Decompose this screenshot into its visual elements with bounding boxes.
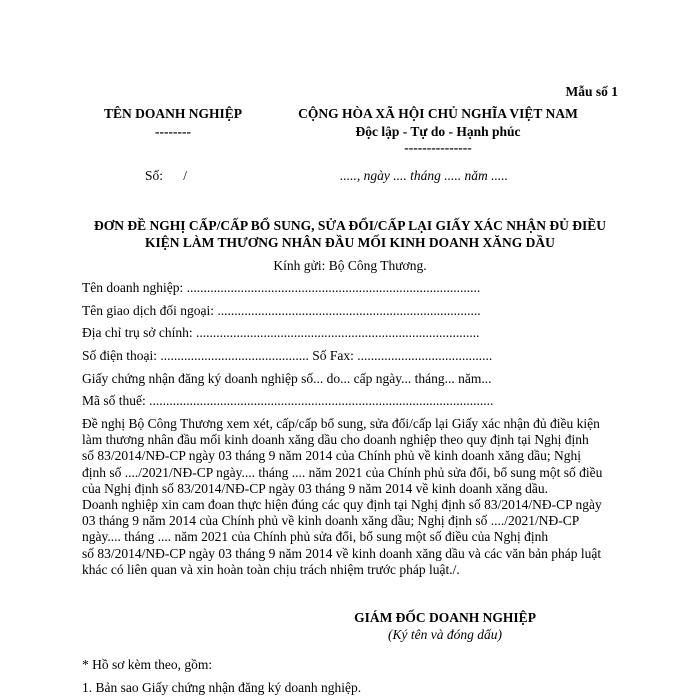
signature-title: GIÁM ĐỐC DOANH NGHIỆP bbox=[354, 610, 536, 625]
body-line: số 83/2014/NĐ-CP ngày 03 tháng 9 năm 2014 của Chính phủ về kinh doanh xăng dầu; Nghị bbox=[82, 448, 581, 464]
field-business-registration: Giấy chứng nhận đăng ký doanh nghiệp số... do... cấp ngày... tháng... năm... bbox=[82, 370, 492, 386]
body-line: khác có liên quan và xin hoàn toàn chịu trách nhiệm trước pháp luật./. bbox=[82, 561, 460, 577]
body-line: định số ..../2021/NĐ-CP ngày.... tháng .... năm 2021 của Chính phủ sửa đổi, bổ sung một số điều bbox=[82, 464, 603, 480]
title-line: KIỆN LÀM THƯƠNG NHÂN ĐẦU MỐI KINH DOANH XĂNG DẦU bbox=[145, 235, 555, 250]
title-line: ĐƠN ĐỀ NGHỊ CẤP/CẤP BỔ SUNG, SỬA ĐỔI/CẤP LẠI GIẤY XÁC NHẬN ĐỦ ĐIỀU bbox=[93, 218, 607, 233]
attachment-item: 1. Bản sao Giấy chứng nhận đăng ký doanh nghiệp. bbox=[82, 680, 362, 695]
date-line: ....., ngày .... tháng ..... năm ..... bbox=[340, 168, 508, 183]
form-code: Mẫu số 1 bbox=[565, 84, 618, 99]
company-rule: -------- bbox=[155, 124, 191, 139]
company-name: TÊN DOANH NGHIỆP bbox=[103, 106, 242, 121]
attachments-heading: * Hồ sơ kèm theo, gồm: bbox=[82, 657, 213, 672]
signature-note: (Ký tên và đóng dấu) bbox=[388, 627, 502, 642]
document-title bbox=[60, 217, 640, 251]
national-motto: Độc lập - Tự do - Hạnh phúc bbox=[355, 124, 521, 139]
body-line: số 83/2014/NĐ-CP ngày 03 tháng 9 năm 2014 về kinh doanh xăng dầu và các văn bản pháp luật bbox=[82, 545, 602, 561]
field-tax-code: Mã số thuế: ...................................................................................................... bbox=[82, 393, 494, 409]
motto-rule: --------------- bbox=[404, 140, 472, 155]
recipient-line: Kính gửi: Bộ Công Thương. bbox=[273, 258, 427, 273]
body-line: Đề nghị Bộ Công Thương xem xét, cấp/cấp bổ sung, sửa đổi/cấp lại Giấy xác nhận đủ điều kiện bbox=[82, 416, 600, 431]
request-body bbox=[82, 416, 642, 578]
company-info-fields bbox=[82, 277, 493, 413]
country-name: CỘNG HÒA XÃ HỘI CHỦ NGHĨA VIỆT NAM bbox=[298, 106, 578, 121]
field-company-name: Tên doanh nghiệp: ....................................................................................... bbox=[82, 280, 481, 295]
body-line: 03 tháng 9 năm 2014 của Chính phủ về kinh doanh xăng dầu; Nghị định số ..../2021/NĐ-CP bbox=[82, 513, 580, 529]
field-phone-fax: Số điện thoại: ............................................ Số Fax: ........................................ bbox=[82, 348, 493, 364]
body-line: Doanh nghiệp xin cam đoan thực hiện đúng các quy định tại Nghị định số 83/2014/NĐ-CP ngày bbox=[82, 497, 602, 513]
field-foreign-name: Tên giao dịch đối ngoại: .............................................................................. bbox=[82, 302, 481, 318]
body-line: của Nghị định số 83/2014/NĐ-CP ngày 03 tháng 9 năm 2014 về kinh doanh xăng dầu. bbox=[82, 480, 548, 496]
document-number: Số: / bbox=[145, 168, 188, 183]
field-head-office: Địa chỉ trụ sở chính: .................................................................................... bbox=[82, 325, 480, 341]
body-line: làm thương nhân đầu mối kinh doanh xăng dầu cho doanh nghiệp theo quy định tại Nghị định bbox=[82, 432, 589, 448]
body-line: ngày.... tháng .... năm 2021 của Chính phủ sửa đổi, bổ sung một số điều của Nghị định bbox=[82, 529, 549, 545]
